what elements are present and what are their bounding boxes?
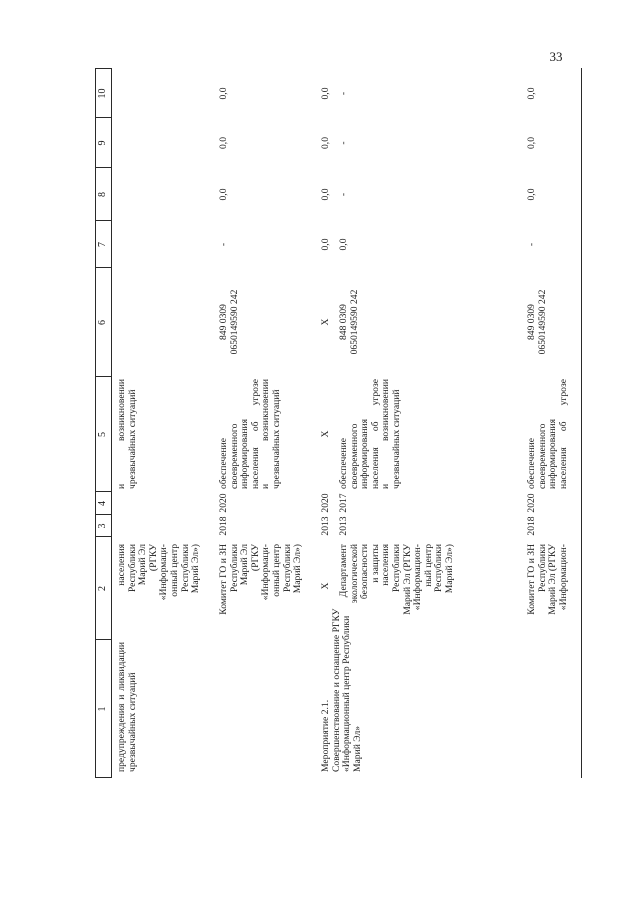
row2-budget-code: 849 0309 0650149590 242 xyxy=(218,289,240,355)
row5-result: обеспечение своевременного информирования населения об угрозе xyxy=(526,379,569,489)
column-header-7: 7 xyxy=(97,242,108,247)
row2-end-year: 2020 xyxy=(218,493,229,513)
row3-measure-name: Мероприятие 2.1. Совершенствование и оснащение РГКУ «Информационный центр Республики Марий Эл» xyxy=(320,608,363,772)
row2-result: обеспечение своевременного информирования населения об угрозе и возникновении чрезвычайных ситуаций xyxy=(218,379,282,489)
column-header-1: 1 xyxy=(97,706,108,712)
row4-executor: Департамент экологической безопасности и защиты населения Республики Марий Эл (РГКУ «Информацион- ный центр Республики Марий Эл») xyxy=(338,544,455,615)
row4-result: обеспечение своевременного информирования населения об угрозе и возникновении чрезвычайных ситуаций xyxy=(338,379,402,489)
header-bottom-border xyxy=(111,68,112,778)
row5-budget-code: 849 0309 0650149590 242 xyxy=(526,289,548,355)
table-bottom-border xyxy=(581,68,582,778)
row2-value-col9: 0,0 xyxy=(218,137,229,149)
row1-executor: населения Республики Марий Эл (РГКУ «Информаци- онный центр Республики Марий Эл») xyxy=(116,544,202,601)
row3-budget-code: X xyxy=(320,318,331,326)
row1-result: и возникновении чрезвычайных ситуаций xyxy=(116,379,138,489)
row2-value-col7: - xyxy=(218,242,229,247)
row1-measure-name: предупреждения и ликвидации чрезвычайных ситуаций xyxy=(116,642,138,772)
row3-result: X xyxy=(320,430,331,438)
column-header-3: 3 xyxy=(97,523,108,529)
column-header-8: 8 xyxy=(97,192,108,197)
row2-value-col8: 0,0 xyxy=(218,188,229,201)
row3-executor: X xyxy=(320,582,331,590)
column-header-10: 10 xyxy=(97,88,108,99)
row3-start-year: 2013 xyxy=(320,516,331,536)
row3-value-col7: 0,0 xyxy=(320,238,331,251)
rotated-table xyxy=(95,68,582,778)
row5-end-year: 2020 xyxy=(526,493,537,513)
page-number: 33 xyxy=(549,49,563,64)
row5-value-col9: 0,0 xyxy=(526,137,537,149)
row4-budget-code: 848 0309 0650149590 242 xyxy=(338,289,360,355)
row4-start-year: 2013 xyxy=(338,516,349,536)
row2-executor: Комитет ГО и ЗН Республики Марий Эл (РГКУ «Информаци- онный центр Республики Марий Эл») xyxy=(218,544,304,615)
row5-value-col10: 0,0 xyxy=(526,87,537,100)
row3-value-col8: 0,0 xyxy=(320,188,331,201)
row5-value-col7: - xyxy=(526,242,537,247)
row4-end-year: 2017 xyxy=(338,493,349,513)
row5-start-year: 2018 xyxy=(526,516,537,536)
row5-executor: Комитет ГО и ЗН Республики Марий Эл (РГКУ «Информацион- xyxy=(526,544,569,615)
column-header-5: 5 xyxy=(97,432,108,437)
row5-value-col8: 0,0 xyxy=(526,188,537,201)
row4-value-col8: - xyxy=(338,192,349,197)
column-header-2: 2 xyxy=(97,586,108,591)
column-header-4: 4 xyxy=(97,501,108,506)
row2-start-year: 2018 xyxy=(218,516,229,536)
column-header-6: 6 xyxy=(97,320,108,325)
column-header-9: 9 xyxy=(97,140,108,146)
row4-value-col7: 0,0 xyxy=(338,238,349,251)
row3-end-year: 2020 xyxy=(320,493,331,513)
row4-value-col10: - xyxy=(338,91,349,96)
row3-value-col10: 0,0 xyxy=(320,87,331,100)
row3-value-col9: 0,0 xyxy=(320,137,331,149)
row4-value-col9: - xyxy=(338,141,349,145)
row2-value-col10: 0,0 xyxy=(218,87,229,100)
